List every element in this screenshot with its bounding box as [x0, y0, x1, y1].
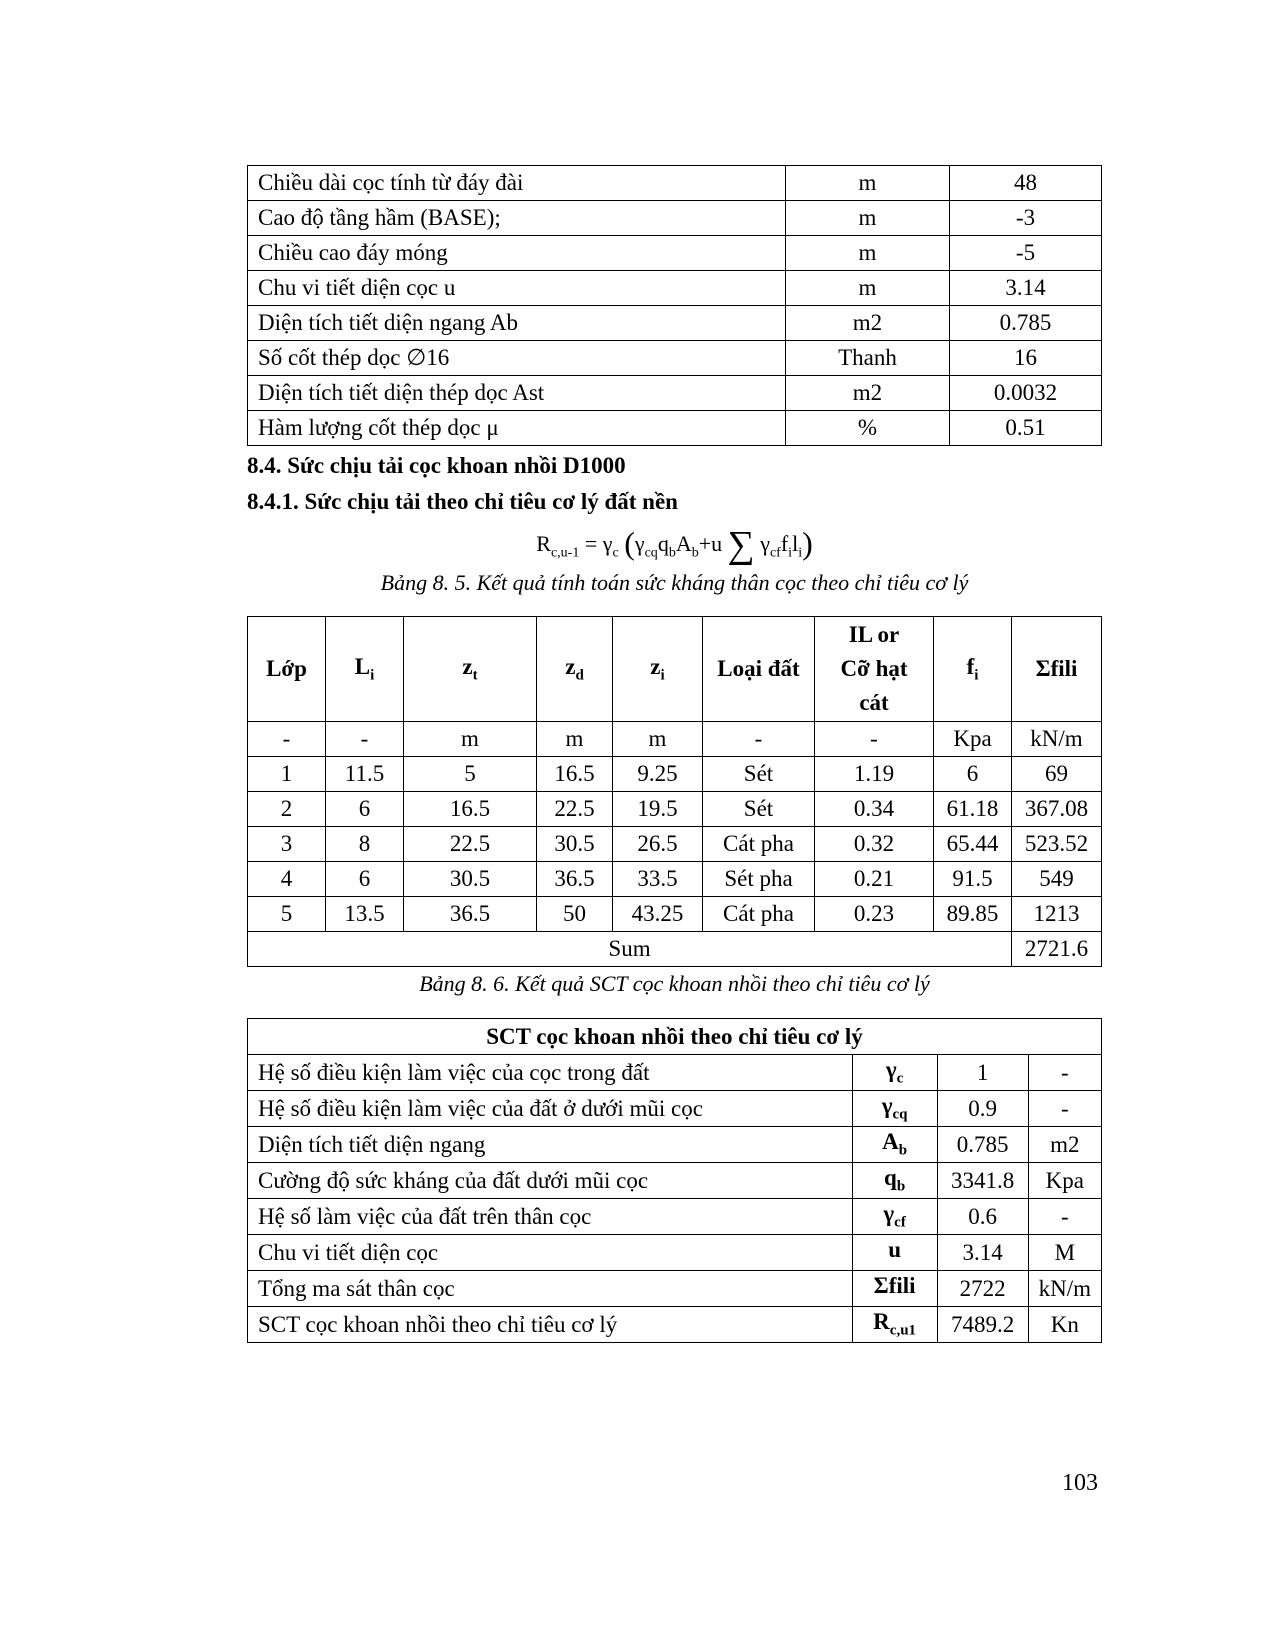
- formula-term: f: [780, 531, 789, 556]
- table-row: [248, 411, 1102, 446]
- cell: 36.5: [404, 897, 537, 932]
- cell: 30.5: [404, 862, 537, 897]
- unit-cell: -: [326, 722, 404, 757]
- param-symbol: Σfili: [852, 1271, 937, 1307]
- param-label: Diện tích tiết diện thép dọc Ast: [248, 376, 786, 411]
- cell: 36.5: [537, 862, 613, 897]
- table-row: [248, 1271, 1102, 1307]
- param-label: Cường độ sức kháng của đất dưới mũi cọc: [248, 1163, 853, 1199]
- formula-term: q: [657, 531, 669, 556]
- param-value: 16: [950, 341, 1102, 376]
- cell: 16.5: [404, 792, 537, 827]
- table-row: [248, 166, 1102, 201]
- param-label: Hệ số điều kiện làm việc của cọc trong đất: [248, 1055, 853, 1091]
- param-label: Chiều cao đáy móng: [248, 236, 786, 271]
- cell: 6: [934, 757, 1012, 792]
- param-unit: %: [786, 411, 950, 446]
- unit-cell: -: [815, 722, 934, 757]
- table-caption: Bảng 8. 5. Kết quả tính toán sức kháng thân cọc theo chỉ tiêu cơ lý: [380, 570, 969, 595]
- section-heading: 8.4. Sức chịu tải cọc khoan nhồi D1000: [247, 453, 626, 478]
- table-row: [248, 897, 1102, 932]
- param-label: Hệ số làm việc của đất trên thân cọc: [248, 1199, 853, 1235]
- param-value: 3341.8: [937, 1163, 1028, 1199]
- cell: 89.85: [934, 897, 1012, 932]
- cell: 9.25: [613, 757, 703, 792]
- unit-cell: -: [248, 722, 326, 757]
- formula-subscript: cq: [644, 545, 658, 561]
- page-content: [247, 165, 1102, 1343]
- param-label: Chu vi tiết diện cọc u: [248, 271, 786, 306]
- param-value: 7489.2: [937, 1307, 1028, 1343]
- param-unit: m: [786, 166, 950, 201]
- unit-cell: m: [613, 722, 703, 757]
- header-fi: $f_i$: [934, 617, 1012, 722]
- cell: 91.5: [934, 862, 1012, 897]
- shaft-resistance-table: [247, 616, 1102, 967]
- cell: 11.5: [326, 757, 404, 792]
- cell: 1213: [1012, 897, 1102, 932]
- param-label: Chu vi tiết diện cọc: [248, 1235, 853, 1271]
- param-value: -5: [950, 236, 1102, 271]
- table-row: [248, 341, 1102, 376]
- cell: 8: [326, 827, 404, 862]
- formula-term: γ: [634, 531, 645, 556]
- param-value: 48: [950, 166, 1102, 201]
- cell: 549: [1012, 862, 1102, 897]
- table-row: [248, 1199, 1102, 1235]
- param-unit: m: [786, 236, 950, 271]
- cell: 523.52: [1012, 827, 1102, 862]
- header-zt: $z_t$: [404, 617, 537, 722]
- formula-subscript: b: [668, 545, 676, 561]
- formula-term: A: [675, 531, 692, 556]
- header-li: $L_i$: [326, 617, 404, 722]
- cell: 5: [404, 757, 537, 792]
- formula-subscript: c: [612, 545, 619, 561]
- param-value: 0.6: [937, 1199, 1028, 1235]
- param-label: SCT cọc khoan nhồi theo chỉ tiêu cơ lý: [248, 1307, 853, 1343]
- param-symbol: $\gamma_{cf}$: [852, 1199, 937, 1235]
- param-value: 0.51: [950, 411, 1102, 446]
- table-title-row: [248, 1019, 1102, 1055]
- param-unit: kN/m: [1028, 1271, 1101, 1307]
- cell: 19.5: [613, 792, 703, 827]
- cell: 3: [248, 827, 326, 862]
- formula-subscript: b: [691, 545, 699, 561]
- cell: 26.5: [613, 827, 703, 862]
- sum-row: [248, 932, 1102, 967]
- cell: Sét pha: [703, 862, 815, 897]
- header-zd: $z_d$: [537, 617, 613, 722]
- formula-subscript: c,u-1: [550, 545, 580, 561]
- cell: 33.5: [613, 862, 703, 897]
- table-title: SCT cọc khoan nhồi theo chỉ tiêu cơ lý: [248, 1019, 1102, 1055]
- units-row: [248, 722, 1102, 757]
- table-row: [248, 376, 1102, 411]
- cell: 0.21: [815, 862, 934, 897]
- cell: 4: [248, 862, 326, 897]
- cell: 5: [248, 897, 326, 932]
- param-label: Số cốt thép dọc ∅16: [248, 341, 786, 376]
- table-row: [248, 1307, 1102, 1343]
- param-unit: Kn: [1028, 1307, 1101, 1343]
- subsection-heading: 8.4.1. Sức chịu tải theo chỉ tiêu cơ lý đất nền: [247, 489, 678, 514]
- cell: 43.25: [613, 897, 703, 932]
- cell: 22.5: [404, 827, 537, 862]
- unit-cell: kN/m: [1012, 722, 1102, 757]
- param-unit: Kpa: [1028, 1163, 1101, 1199]
- param-label: Cao độ tầng hầm (BASE);: [248, 201, 786, 236]
- param-unit: m2: [786, 306, 950, 341]
- param-value: -3: [950, 201, 1102, 236]
- table-caption: Bảng 8. 6. Kết quả SCT cọc khoan nhồi theo chỉ tiêu cơ lý: [419, 971, 930, 996]
- table-row: [248, 306, 1102, 341]
- param-value: 0.9: [937, 1091, 1028, 1127]
- unit-cell: m: [404, 722, 537, 757]
- cell: 16.5: [537, 757, 613, 792]
- param-symbol: $q_b$: [852, 1163, 937, 1199]
- unit-cell: m: [537, 722, 613, 757]
- table-row: [248, 1091, 1102, 1127]
- param-unit: Thanh: [786, 341, 950, 376]
- cell: 1.19: [815, 757, 934, 792]
- cell: 69: [1012, 757, 1102, 792]
- param-value: 0.0032: [950, 376, 1102, 411]
- cell: 0.32: [815, 827, 934, 862]
- formula-term: γ: [760, 531, 770, 556]
- formula-term: l: [792, 531, 799, 556]
- param-unit: m2: [1028, 1127, 1101, 1163]
- cell: 1: [248, 757, 326, 792]
- cell: 0.34: [815, 792, 934, 827]
- table-row: [248, 792, 1102, 827]
- table-row: [248, 1235, 1102, 1271]
- header-zi: $z_i$: [613, 617, 703, 722]
- table-header-row: [248, 617, 1102, 722]
- cell: 367.08: [1012, 792, 1102, 827]
- table-row: [248, 827, 1102, 862]
- param-unit: -: [1028, 1199, 1101, 1235]
- header-layer: Lớp: [248, 617, 326, 722]
- cell: 6: [326, 792, 404, 827]
- cell: 0.23: [815, 897, 934, 932]
- param-unit: M: [1028, 1235, 1101, 1271]
- table-row: [248, 236, 1102, 271]
- cell: Sét: [703, 792, 815, 827]
- bearing-capacity-formula: [247, 520, 1102, 566]
- param-label: Hệ số điều kiện làm việc của đất ở dưới mũi cọc: [248, 1091, 853, 1127]
- param-value: 0.785: [950, 306, 1102, 341]
- param-value: 1: [937, 1055, 1028, 1091]
- open-paren: (: [624, 525, 635, 561]
- cell: 30.5: [537, 827, 613, 862]
- formula-subscript: i: [798, 545, 803, 561]
- param-unit: -: [1028, 1055, 1101, 1091]
- sum-value: 2721.6: [1012, 932, 1102, 967]
- param-unit: m2: [786, 376, 950, 411]
- cell: 65.44: [934, 827, 1012, 862]
- sum-symbol: ∑: [727, 524, 755, 566]
- param-unit: -: [1028, 1091, 1101, 1127]
- param-label: Diện tích tiết diện ngang Ab: [248, 306, 786, 341]
- param-value: 0.785: [937, 1127, 1028, 1163]
- cell: 61.18: [934, 792, 1012, 827]
- formula-term: = γ: [579, 531, 613, 556]
- param-symbol: $A_b$: [852, 1127, 937, 1163]
- param-unit: m: [786, 201, 950, 236]
- formula-subscript: i: [788, 545, 793, 561]
- page-number: 103: [1062, 1470, 1098, 1496]
- param-label: Chiều dài cọc tính từ đáy đài: [248, 166, 786, 201]
- table-row: [248, 757, 1102, 792]
- cell: 13.5: [326, 897, 404, 932]
- header-sum-fili: Σfili: [1012, 617, 1102, 722]
- param-symbol: u: [852, 1235, 937, 1271]
- unit-cell: -: [703, 722, 815, 757]
- param-label: Hàm lượng cốt thép dọc μ: [248, 411, 786, 446]
- cell: Cát pha: [703, 827, 815, 862]
- header-soil-type: Loại đất: [703, 617, 815, 722]
- unit-cell: Kpa: [934, 722, 1012, 757]
- cell: Cát pha: [703, 897, 815, 932]
- param-label: Tổng ma sát thân cọc: [248, 1271, 853, 1307]
- close-paren: ): [802, 525, 813, 561]
- cell: 50: [537, 897, 613, 932]
- param-value: 3.14: [950, 271, 1102, 306]
- table-row: [248, 862, 1102, 897]
- bearing-capacity-table: [247, 1018, 1102, 1343]
- formula-term: R: [536, 531, 551, 556]
- param-symbol: $\gamma_c$: [852, 1055, 937, 1091]
- pile-parameters-table: [247, 165, 1102, 446]
- table-row: [248, 201, 1102, 236]
- param-value: 3.14: [937, 1235, 1028, 1271]
- param-symbol: $R_{c,u1}$: [852, 1307, 937, 1343]
- table-row: [248, 1055, 1102, 1091]
- cell: 2: [248, 792, 326, 827]
- sum-label: Sum: [248, 932, 1012, 967]
- formula-term: +u: [698, 531, 723, 556]
- table-row: [248, 1163, 1102, 1199]
- param-value: 2722: [937, 1271, 1028, 1307]
- table-row: [248, 271, 1102, 306]
- param-symbol: $\gamma_{cq}$: [852, 1091, 937, 1127]
- table-row: [248, 1127, 1102, 1163]
- formula-subscript: cf: [769, 545, 781, 561]
- header-il: IL or Cỡ hạt cát: [815, 617, 934, 722]
- param-unit: m: [786, 271, 950, 306]
- cell: 22.5: [537, 792, 613, 827]
- param-label: Diện tích tiết diện ngang: [248, 1127, 853, 1163]
- cell: Sét: [703, 757, 815, 792]
- cell: 6: [326, 862, 404, 897]
